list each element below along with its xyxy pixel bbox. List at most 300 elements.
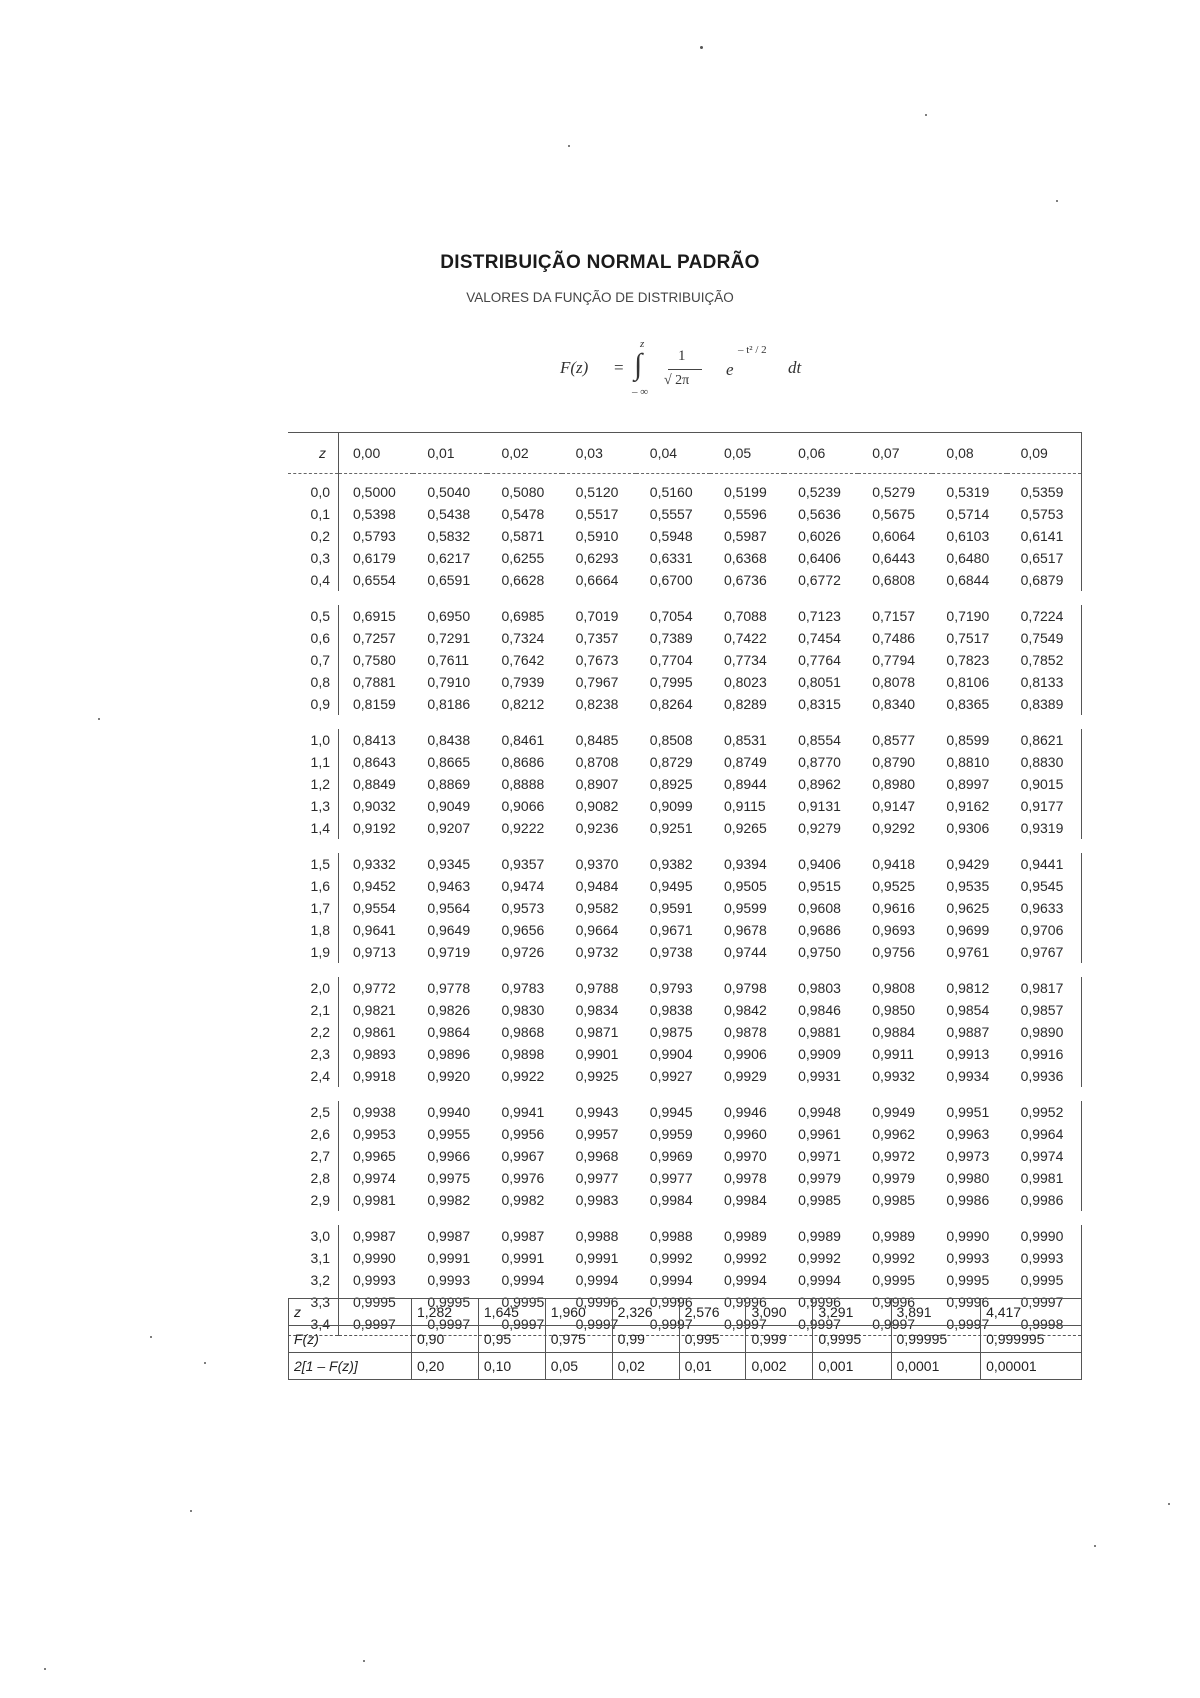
probability-cell: 0,9292 [872,820,916,836]
probability-cell: 0,9854 [946,1002,990,1018]
probability-cell: 0,7257 [353,630,396,646]
quantile-cell: 0,001 [813,1353,891,1380]
scan-speck [150,1336,152,1338]
probability-cell: 0,9850 [872,1002,916,1018]
group-spacer [288,963,1082,977]
probability-cell: 0,9979 [872,1170,916,1186]
probability-cell: 0,7324 [501,630,545,646]
probability-cell: 0,9901 [575,1046,619,1062]
probability-cell: 0,7794 [872,652,916,668]
probability-cell: 0,9963 [946,1126,990,1142]
probability-cell: 0,9973 [946,1148,990,1164]
probability-cell: 0,9997 [932,1313,1006,1336]
probability-cell: 0,9997 [636,1313,710,1336]
probability-cell: 0,9279 [798,820,841,836]
probability-cell: 0,8238 [575,696,619,712]
probability-cell: 0,6026 [798,528,841,544]
probability-cell: 0,8554 [798,732,841,748]
probability-cell: 0,9996 [723,1294,767,1310]
quantile-cell: 0,999 [746,1326,813,1353]
table-row [288,627,1082,649]
table-row [288,1247,1082,1269]
probability-cell: 0,5120 [575,484,619,500]
group-spacer [288,715,1082,729]
group-spacer [288,1211,1082,1225]
integral-sign: ∫ [634,348,643,381]
probability-cell: 0,6915 [353,608,396,624]
table-row [288,795,1082,817]
probability-cell: 0,9878 [723,1024,767,1040]
z-value-cell: 0,2 [288,525,339,547]
probability-cell: 0,7190 [946,608,990,624]
probability-cell: 0,9988 [649,1228,693,1244]
probability-cell: 0,9929 [723,1068,767,1084]
table-row [288,977,1082,999]
table-row [288,729,1082,751]
probability-cell: 0,9049 [427,798,471,814]
probability-cell: 0,7389 [649,630,693,646]
probability-cell: 0,9664 [575,922,619,938]
probability-cell: 0,8770 [798,754,841,770]
probability-cell: 0,9842 [723,1002,767,1018]
probability-cell: 0,7995 [649,674,693,690]
z-value-cell: 3,2 [288,1269,339,1291]
probability-cell: 0,7910 [427,674,471,690]
probability-cell: 0,9977 [649,1170,693,1186]
z-value-cell: 2,0 [288,977,339,999]
probability-cell: 0,9452 [353,878,396,894]
probability-cell: 0,9756 [872,944,916,960]
probability-cell: 0,9995 [872,1272,916,1288]
table-row [288,751,1082,773]
formula-upper-limit: z [640,338,645,350]
probability-cell: 0,7454 [798,630,841,646]
probability-cell: 0,9222 [501,820,545,836]
probability-cell: 0,9893 [353,1046,396,1062]
normal-distribution-table [288,432,1082,1336]
table-row [288,671,1082,693]
probability-cell: 0,5793 [353,528,396,544]
probability-cell: 0,8830 [1007,751,1082,773]
probability-cell: 0,9959 [649,1126,693,1142]
probability-cell: 0,6179 [353,550,396,566]
probability-cell: 0,9969 [649,1148,693,1164]
probability-cell: 0,9656 [501,922,545,938]
quantile-cell: 0,002 [746,1353,813,1380]
probability-cell: 0,8729 [649,754,693,770]
probability-cell: 0,9993 [353,1272,396,1288]
probability-cell: 0,8133 [1007,671,1082,693]
scan-speck [190,1510,192,1512]
quantile-cell: 0,99 [612,1326,679,1353]
probability-cell: 0,7967 [575,674,619,690]
probability-cell: 0,6808 [872,572,916,588]
probability-cell: 0,9616 [872,900,916,916]
probability-cell: 0,9997 [487,1313,561,1336]
probability-cell: 0,9817 [1007,977,1082,999]
probability-cell: 0,9993 [946,1250,990,1266]
probability-cell: 0,9957 [575,1126,619,1142]
probability-cell: 0,5832 [427,528,471,544]
probability-cell: 0,6517 [1007,547,1082,569]
probability-cell: 0,8849 [353,776,396,792]
probability-cell: 0,9994 [649,1272,693,1288]
probability-cell: 0,9573 [501,900,545,916]
probability-cell: 0,6103 [946,528,990,544]
probability-cell: 0,9162 [946,798,990,814]
probability-cell: 0,6985 [501,608,545,624]
probability-cell: 0,9554 [353,900,396,916]
table-row [288,941,1082,963]
probability-cell: 0,9956 [501,1126,545,1142]
probability-cell: 0,8212 [501,696,545,712]
quantile-cell: 0,00001 [981,1353,1082,1380]
probability-cell: 0,9955 [427,1126,471,1142]
quantile-row-label: F(z) [289,1326,412,1353]
probability-cell: 0,5714 [946,506,990,522]
probability-cell: 0,9997 [710,1313,784,1336]
probability-cell: 0,9985 [872,1192,916,1208]
probability-cell: 0,5160 [649,484,693,500]
probability-cell: 0,9991 [427,1250,471,1266]
quantile-row-label: 2[1 – F(z)] [289,1353,412,1380]
quantile-row [289,1353,1082,1380]
table-row [288,693,1082,715]
group-spacer [288,1087,1082,1101]
probability-cell: 0,8413 [353,732,396,748]
probability-cell: 0,6406 [798,550,841,566]
z-value-cell: 1,7 [288,897,339,919]
probability-cell: 0,9772 [353,980,396,996]
probability-cell: 0,9732 [575,944,619,960]
probability-cell: 0,9997 [413,1313,487,1336]
probability-cell: 0,9995 [1007,1269,1082,1291]
probability-cell: 0,8389 [1007,693,1082,715]
probability-cell: 0,9997 [1007,1291,1082,1313]
probability-cell: 0,7673 [575,652,619,668]
probability-cell: 0,9943 [575,1104,619,1120]
probability-cell: 0,7881 [353,674,396,690]
probability-cell: 0,9767 [1007,941,1082,963]
probability-cell: 0,7224 [1007,605,1082,627]
formula-lhs: F(z) [560,358,589,377]
quantile-cell: 0,999995 [981,1326,1082,1353]
probability-cell: 0,9147 [872,798,916,814]
probability-cell: 0,9996 [649,1294,693,1310]
probability-cell: 0,9931 [798,1068,841,1084]
probability-cell: 0,5596 [723,506,767,522]
probability-cell: 0,9505 [723,878,767,894]
probability-cell: 0,6217 [427,550,471,566]
probability-cell: 0,9678 [723,922,767,938]
probability-cell: 0,9744 [723,944,767,960]
formula-denominator: √ 2π [664,373,690,388]
probability-cell: 0,9633 [1007,897,1082,919]
z-value-cell: 3,3 [288,1291,339,1313]
probability-cell: 0,9857 [1007,999,1082,1021]
probability-cell: 0,6628 [501,572,545,588]
table-row [288,1043,1082,1065]
probability-cell: 0,9778 [427,980,471,996]
probability-cell: 0,7357 [575,630,619,646]
quantile-cell: 0,90 [412,1326,479,1353]
probability-cell: 0,7549 [1007,627,1082,649]
table-row [288,474,1082,504]
probability-cell: 0,5438 [427,506,471,522]
probability-cell: 0,9987 [501,1228,545,1244]
table-row [288,1167,1082,1189]
probability-cell: 0,9941 [501,1104,545,1120]
probability-cell: 0,9906 [723,1046,767,1062]
probability-cell: 0,9990 [1007,1225,1082,1247]
probability-cell: 0,9332 [353,856,396,872]
z-value-cell: 1,0 [288,729,339,751]
probability-cell: 0,9082 [575,798,619,814]
probability-cell: 0,7704 [649,652,693,668]
probability-cell: 0,9793 [649,980,693,996]
probability-cell: 0,9812 [946,980,990,996]
probability-cell: 0,8708 [575,754,619,770]
probability-cell: 0,8315 [798,696,841,712]
probability-cell: 0,9896 [427,1046,471,1062]
probability-cell: 0,9911 [872,1046,915,1062]
probability-cell: 0,9306 [946,820,990,836]
z-value-cell: 2,9 [288,1189,339,1211]
table-row [288,1225,1082,1247]
table-row [288,1123,1082,1145]
page-subtitle: VALORES DA FUNÇÃO DE DISTRIBUIÇÃO [466,290,734,305]
probability-cell: 0,8577 [872,732,916,748]
z-value-cell: 0,7 [288,649,339,671]
probability-cell: 0,7123 [798,608,841,624]
probability-cell: 0,9719 [427,944,471,960]
probability-cell: 0,9370 [575,856,619,872]
formula-exp-base: e [726,360,734,379]
col-header: 0,01 [413,433,487,474]
col-header: 0,04 [636,433,710,474]
probability-cell: 0,9868 [501,1024,545,1040]
probability-cell: 0,9649 [427,922,471,938]
probability-cell: 0,9525 [872,878,916,894]
z-value-cell: 0,8 [288,671,339,693]
z-value-cell: 3,4 [288,1313,339,1336]
probability-cell: 0,9808 [872,980,916,996]
probability-cell: 0,9984 [649,1192,693,1208]
formula-differential: dt [788,358,802,377]
probability-cell: 0,9927 [649,1068,693,1084]
probability-cell: 0,7939 [501,674,545,690]
probability-cell: 0,6591 [427,572,471,588]
probability-cell: 0,9535 [946,878,990,894]
probability-cell: 0,9838 [649,1002,693,1018]
scan-speck [98,718,100,720]
probability-cell: 0,9890 [1007,1021,1082,1043]
probability-cell: 0,8264 [649,696,693,712]
table-row [288,1065,1082,1087]
probability-cell: 0,9788 [575,980,619,996]
probability-cell: 0,8888 [501,776,545,792]
scan-speck [1094,1545,1096,1547]
probability-cell: 0,9974 [353,1170,396,1186]
quantile-cell: 0,995 [679,1326,746,1353]
probability-cell: 0,9884 [872,1024,916,1040]
probability-cell: 0,8023 [723,674,767,690]
probability-cell: 0,9992 [872,1250,916,1266]
probability-cell: 0,8980 [872,776,916,792]
probability-cell: 0,9441 [1007,853,1082,875]
probability-cell: 0,9980 [946,1170,990,1186]
probability-cell: 0,9846 [798,1002,841,1018]
probability-cell: 0,9671 [649,922,693,938]
probability-cell: 0,9971 [798,1148,841,1164]
probability-cell: 0,8365 [946,696,990,712]
probability-cell: 0,9992 [723,1250,767,1266]
probability-cell: 0,9474 [501,878,545,894]
probability-cell: 0,9948 [798,1104,841,1120]
probability-cell: 0,5279 [872,484,916,500]
probability-cell: 0,9961 [798,1126,841,1142]
z-value-cell: 1,9 [288,941,339,963]
table-row [288,897,1082,919]
probability-cell: 0,9986 [1007,1189,1082,1211]
probability-cell: 0,6700 [649,572,693,588]
probability-cell: 0,9319 [1007,817,1082,839]
probability-cell: 0,9871 [575,1024,619,1040]
table-row [288,875,1082,897]
probability-cell: 0,9925 [575,1068,619,1084]
probability-cell: 0,7486 [872,630,916,646]
probability-cell: 0,9345 [427,856,471,872]
z-value-cell: 2,6 [288,1123,339,1145]
probability-cell: 0,9826 [427,1002,471,1018]
col-header: 0,03 [562,433,636,474]
probability-cell: 0,9898 [501,1046,545,1062]
quantile-cell: 0,9995 [813,1326,891,1353]
probability-cell: 0,9904 [649,1046,693,1062]
probability-cell: 0,8106 [946,674,990,690]
probability-cell: 0,9761 [946,944,990,960]
probability-cell: 0,9821 [353,1002,396,1018]
probability-cell: 0,8508 [649,732,693,748]
table-row [288,569,1082,591]
z-value-cell: 0,3 [288,547,339,569]
probability-cell: 0,9066 [501,798,545,814]
probability-cell: 0,9918 [353,1068,396,1084]
probability-cell: 0,9995 [353,1294,396,1310]
probability-cell: 0,9989 [798,1228,841,1244]
probability-cell: 0,9979 [798,1170,841,1186]
probability-cell: 0,7019 [575,608,619,624]
probability-cell: 0,9582 [575,900,619,916]
col-header: 0,02 [487,433,561,474]
probability-cell: 0,9564 [427,900,471,916]
probability-cell: 0,9998 [1007,1313,1082,1336]
probability-cell: 0,9591 [649,900,693,916]
probability-cell: 0,9987 [353,1228,396,1244]
z-value-cell: 2,8 [288,1167,339,1189]
table-row [288,773,1082,795]
probability-cell: 0,5478 [501,506,545,522]
probability-cell: 0,9964 [1007,1123,1082,1145]
distribution-formula [560,328,820,400]
table-row [288,919,1082,941]
probability-cell: 0,9738 [649,944,693,960]
probability-cell: 0,8159 [353,696,396,712]
probability-cell: 0,9495 [649,878,693,894]
scan-speck [363,1660,365,1662]
fraction-bar [668,369,702,370]
probability-cell: 0,9989 [872,1228,916,1244]
probability-cell: 0,5910 [575,528,619,544]
table-header-row [288,433,1082,474]
probability-cell: 0,9916 [1007,1043,1082,1065]
probability-cell: 0,9484 [575,878,619,894]
probability-cell: 0,9996 [575,1294,619,1310]
probability-cell: 0,6772 [798,572,841,588]
probability-cell: 0,9934 [946,1068,990,1084]
probability-cell: 0,5080 [501,484,545,500]
probability-cell: 0,9032 [353,798,396,814]
probability-cell: 0,8643 [353,754,396,770]
formula-exponent: – t² / 2 [738,344,767,356]
quantile-row [289,1299,1082,1326]
z-value-cell: 1,8 [288,919,339,941]
probability-cell: 0,5675 [872,506,916,522]
quantile-cell: 0,99995 [891,1326,981,1353]
quantile-cell: 2,576 [679,1299,746,1326]
probability-cell: 0,9251 [649,820,693,836]
probability-cell: 0,9962 [872,1126,916,1142]
col-header: 0,05 [710,433,784,474]
probability-cell: 0,7291 [427,630,471,646]
probability-cell: 0,9991 [501,1250,545,1266]
formula-lower-limit: – ∞ [632,386,649,398]
probability-cell: 0,9995 [501,1294,545,1310]
probability-cell: 0,9996 [946,1294,990,1310]
z-value-cell: 0,0 [288,474,339,504]
probability-cell: 0,9115 [723,798,766,814]
probability-cell: 0,7422 [723,630,767,646]
probability-cell: 0,6293 [575,550,619,566]
probability-cell: 0,5948 [649,528,693,544]
scan-speck [1168,1503,1170,1505]
scan-speck [44,1668,46,1670]
formula-equals: = [614,358,624,377]
z-value-cell: 0,9 [288,693,339,715]
probability-cell: 0,9949 [872,1104,916,1120]
probability-cell: 0,9834 [575,1002,619,1018]
quantile-cell: 3,891 [891,1299,981,1326]
probability-cell: 0,6255 [501,550,545,566]
probability-cell: 0,9994 [723,1272,767,1288]
probability-cell: 0,9936 [1007,1065,1082,1087]
page-title: DISTRIBUIÇÃO NORMAL PADRÃO [440,252,760,273]
probability-cell: 0,6141 [1007,525,1082,547]
table-row [288,1101,1082,1123]
quantile-cell: 0,01 [679,1353,746,1380]
probability-cell: 0,9177 [1007,795,1082,817]
group-spacer [288,839,1082,853]
probability-cell: 0,9997 [784,1313,858,1336]
probability-cell: 0,9864 [427,1024,471,1040]
probability-cell: 0,7823 [946,652,990,668]
quantile-cell: 0,975 [545,1326,612,1353]
probability-cell: 0,5517 [575,506,619,522]
probability-cell: 0,8665 [427,754,471,770]
scan-speck [1056,200,1058,202]
probability-cell: 0,9706 [1007,919,1082,941]
probability-cell: 0,9394 [723,856,767,872]
